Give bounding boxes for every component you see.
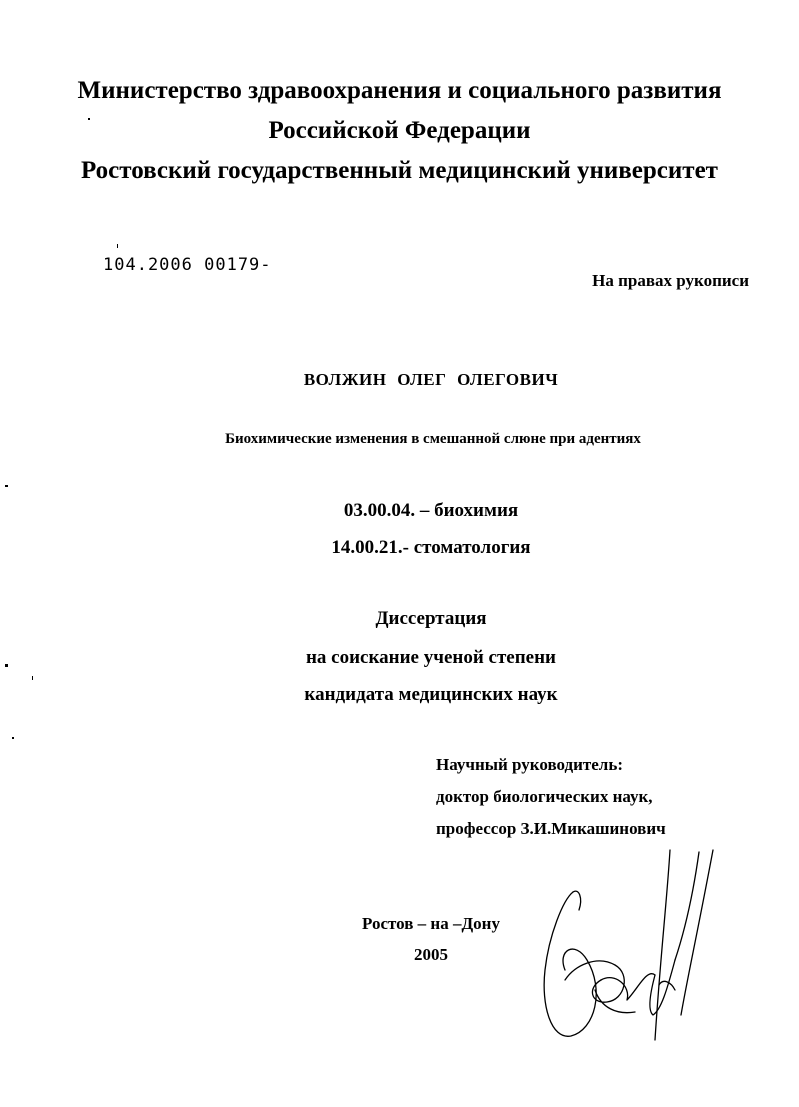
scan-speck xyxy=(88,118,90,120)
dissertation-label: Диссертация xyxy=(375,608,487,629)
ministry-line-2: Российской Федерации xyxy=(268,117,531,144)
scan-speck xyxy=(5,664,8,667)
supervisor-degree: доктор биологических наук, xyxy=(436,787,653,806)
manuscript-note: На правах рукописи xyxy=(592,271,749,290)
degree-name: кандидата медицинских наук xyxy=(304,684,558,705)
supervisor-name: профессор З.И.Микашинович xyxy=(436,819,666,838)
scan-speck xyxy=(117,244,118,248)
archive-stamp: 104.2006 00179- xyxy=(103,255,272,275)
author-name: ВОЛЖИН ОЛЕГ ОЛЕГОВИЧ xyxy=(303,370,559,389)
place: Ростов – на –Дону xyxy=(362,914,500,933)
ministry-line-1: Министерство здравоохранения и социального развития xyxy=(77,77,722,104)
scan-speck xyxy=(32,676,33,680)
degree-purpose: на соискание ученой степени xyxy=(305,647,556,668)
thesis-title: Биохимические изменения в смешанной слюне при адентиях xyxy=(225,431,641,447)
signature-image xyxy=(535,840,725,1060)
scan-speck xyxy=(5,485,8,487)
specialty-biochemistry: 03.00.04. – биохимия xyxy=(343,500,519,521)
year: 2005 xyxy=(414,945,448,964)
supervisor-label: Научный руководитель: xyxy=(436,755,623,774)
university-name: Ростовский государственный медицинский университет xyxy=(81,157,718,184)
scan-speck xyxy=(12,737,14,739)
specialty-dentistry: 14.00.21.- стоматология xyxy=(331,537,531,558)
